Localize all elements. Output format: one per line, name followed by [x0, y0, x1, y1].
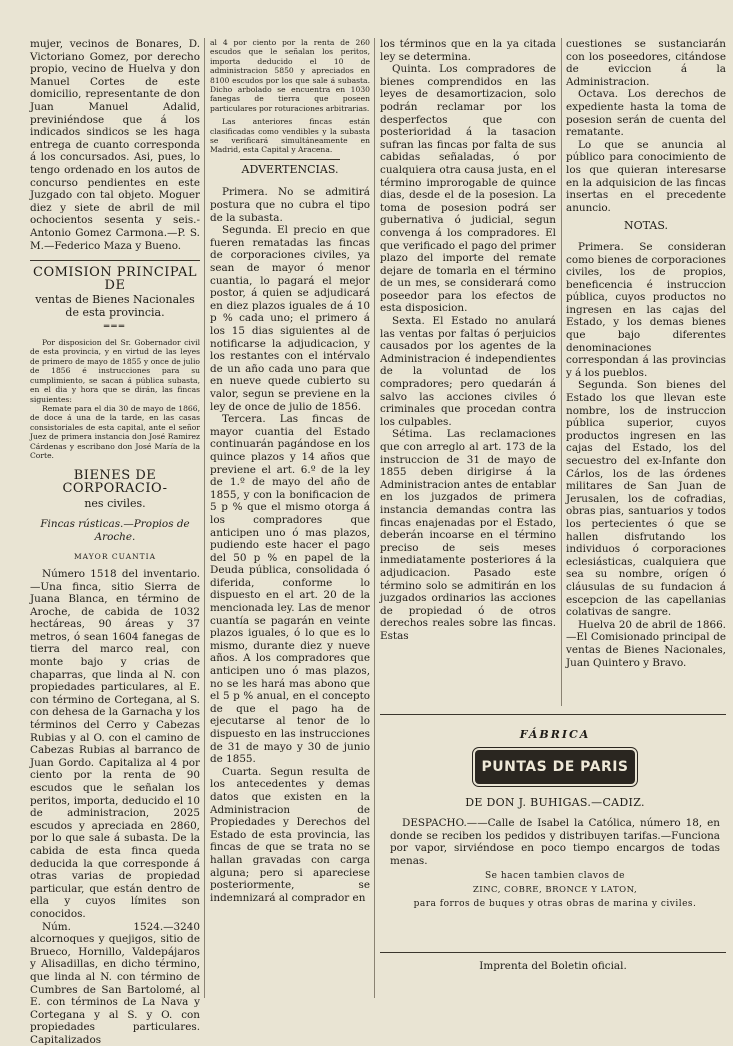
auction-intro: Por disposicion del Sr. Gobernador civil de esta provincia, y en virtud de las leyes de primero de mayo de 1855 y once de julio de 1856 é instrucciones para su cumplimiento, se sacan á pública subasta, en el dia y hora que se dirán, las fincas siguientes: — [30, 338, 200, 404]
ad-line-3: para forros de buques y otras obras de marina y civiles. — [413, 899, 697, 910]
court-notice-end: mujer, vecinos de Bonares, D. Victoriano Gomez, por derecho propio, vecino de Huelva y don Manuel Cortes de este domicilio, representante de don Juan Manuel Adalid, previniéndose que á los indicados sindicos se les haga entrega de cuanto corresponda á los concursados. Asi, pues, lo tengo ordenado en los autos de concurso pendientes en este Juzgado con tal objeto. Moguer diez y siete de abril de mil ochocientos sesenta y seis.-Antonio Gomez Carmona.—P. S. M.—Federico Maza y Bueno. — [30, 38, 200, 252]
lot-1524: Núm. 1524.—3240 alcornoques y quejigos, sitio de Brueco, Hornillo, Valdepájaros y Alisadillas, en dicho término, que linda al N. con término de Cumbres de San Bartolomé, al E. con términos de La Nava y Cortegana y al S. y O. con propiedades particulares. Capitalizados — [30, 920, 200, 1046]
ad-title: DE DON J. BUHIGAS.—CADIZ. — [465, 796, 645, 809]
advertencia-octava: Octava. Los derechos de expediente hasta la toma de posesion serán de cuenta del rematante. — [566, 88, 726, 139]
ad-top-rule — [380, 714, 726, 715]
nota-primera: Primera. Se consideran como bienes de corporaciones civiles, los de propios, beneficencia é instruccion pública, cuyos productos no ingresen en las cajas del Estado, y los demas bienes que bajo diferentes denominaciones correspondan á las provincias y á los pueblos. — [566, 240, 726, 379]
advertencia-primera: Primera. No se admitirá postura que no cubra el tipo de la subasta. — [210, 186, 370, 224]
announcement-closing: Lo que se anuncia al público para conocimiento de los que quieran interesarse en la adquisicion de las fincas insertas en el precedente anuncio. — [566, 138, 726, 214]
advertencia-quinta: Quinta. Los compradores de bienes comprendidos en las leyes de desamortizacion, solo podrán reclamar por los desperfectos que con posterioridad á la tasacion sufran las fincas por falta de sus cabidas señaladas, ó por cualquiera otra causa justa, en el término improrogable de quince dias, desde el de la posesion. La toma de posesion podrá ser gubernativa ó judicial, segun convenga á los compradores. El que verificado el pago del primer plazo del importe del remate dejare de tomarla en el término de un mes, se considerará como poseedor para los efectos de esta disposicion. — [380, 63, 556, 315]
advertencia-cuarta: Cuarta. Segun resulta de los antecedentes y demas datos que existen en la Administracion de Propiedades y Derechos del Estado de esta provincia, las fincas de que se trata no se hallan gravadas con carga alguna; pero si apareciese posteriormente, se indemnizará al comprador en — [210, 765, 370, 904]
advertencia-cuarta-end: los términos que en la ya citada ley se determina. — [380, 38, 556, 63]
signature-block: Huelva 20 de abril de 1866.—El Comisionado principal de ventas de Bienes Nacionales, Juan Quintero y Bravo. — [566, 618, 726, 669]
ad-line-1: Se hacen tambien clavos de — [484, 871, 626, 882]
ad-body: DESPACHO.——Calle de Isabel la Católica, número 18, en donde se reciben los pedidos y distribuyen tarifas.—Funciona por vapor, sirviéndose en poco tiempo encargos de todas menas. — [390, 817, 720, 867]
fabrica-label: FÁBRICA — [519, 728, 591, 741]
section-rule — [30, 260, 200, 261]
lot-1518: Número 1518 del inventario.—Una finca, sitio Sierra de Juana Blanca, en término de Aroche, de cabida de 1032 hectáreas, 90 áreas y 37 metros, ó sean 1604 fanegas de tierra del marco real, con monte bajo y crias de chaparras, que linda al N. con propiedades particulares, al E. con término de Cortegana, al S. con dehesa de la Garnacha y los términos del Cerro y Cabezas Rubias y al O. con el camino de Cabezas Rubias al barranco de Juan Gordo. Capitaliza al 4 por ciento por la renta de 90 escudos que le señalan los peritos, importa, deducido el 10 de administracion, 2025 escudos y apreciada en 2860, por lo que sale á subasta. De la cabida de esta finca queda deducida la que corresponde á otras varias de propiedad particular, que están dentro de ella y cuyos límites son conocidos. — [30, 567, 200, 920]
column-divider — [204, 38, 205, 998]
lot-1524-continued: al 4 por ciento por la renta de 260 escudos que le señalan los peritos, importa deducido el 10 de administracion 5850 y apreciados en 8100 escudos por los que sale á subasta. Dicho arbolado se encuentra en 1030 fanegas de tierra que poseen particulares por roturaciones arbitrarias. — [210, 38, 370, 113]
logo-plate — [475, 750, 635, 784]
advertencia-tercera: Tercera. Las fincas de mayor cuantia del Estado continuarán pagándose en los quince plazos y 14 años que previene el art. 6.º de la ley de 1.º de mayo del año de 1855, y con la bonificacion de 5 p % que el mismo otorga á los compradores que anticipen uno ó mas plazos, pudiendo este hacer el pago del 50 p % en papel de la Deuda pública, consolidada ó diferida, conforme lo dispuesto en el art. 20 de la mencionada ley. Las de menor cuantía se pagarán en veinte plazos iguales, ó lo que es lo mismo, durante diez y nueve años. A los compradores que anticipen uno ó mas plazos, no se les hará mas abono que el 5 p % anual, en el concepto de que el pago ha de ejecutarse al tenor de lo dispuesto en las instrucciones de 31 de mayo y 30 de junio de 1855. — [210, 413, 370, 766]
ornament-divider: ═══ — [103, 322, 127, 333]
classification-note: Las anteriores fincas están clasificadas como vendibles y la subasta se verificará simultáneamente en Madrid, esta Capital y Aracena. — [210, 117, 370, 155]
column-1 — [30, 38, 200, 1046]
nota-segunda: Segunda. Son bienes del Estado los que llevan este nombre, los de instruccion pública superior, cuyos productos ingresen en las cajas del Estado, los del secuestro del ex-Infante don Cárlos, los de las órdenes militares de San Juan de Jerusalen, los de cofradias, obras pias, santuarios y todos los pertecientes ó que se hallen disfrutando los individuos ó corporaciones eclesiásticas, cualquiera que sea su nombre, orígen ó cláusulas de su fundacion á escepcion de las capellanias colativas de sangre. — [566, 379, 726, 619]
commission-subheading: ventas de Bienes Nacionales de esta provincia. — [35, 293, 195, 319]
corporations-heading: BIENES DE CORPORACIO- — [62, 468, 168, 496]
commission-heading: COMISION PRINCIPAL DE — [33, 265, 197, 293]
rustic-estates-label: Fincas rústicas.—Propios de Aroche. — [40, 518, 190, 543]
puntas-de-paris-logo — [467, 728, 643, 790]
advertencia-septima: Sétima. Las reclamaciones que con arreglo al art. 173 de la instruccion de 31 de mayo de 1855 deben dirigirse á la Administracion antes de entablar en los juzgados de primera instancia demandas contra las fincas enajenadas por el Estado, deberán incoarse en el término preciso de seis meses inmediatamente posteriores á la adjudicacion. Pasado este término solo se admitirán en los juzgados ordinarios las acciones de propiedad ó de otros derechos reales sobre las fincas. Estas — [380, 428, 556, 642]
footer-rule — [380, 952, 726, 953]
advertencia-segunda: Segunda. El precio en que fueren rematadas las fincas de corporaciones civiles, ya sean de mayor ó menor cuantia, lo pagará el mejor postor, á quien se adjudicará en diez plazos iguales de á 10 p % cada uno; el primero á los 15 dias siguientes al de notificarse la adjudicacion, y los restantes con el intérvalo de un año cada uno para que en nueve quede cubierto su valor, segun se previene en la ley de once de julio de 1856. — [210, 224, 370, 413]
printer-footer: Imprenta del Boletin oficial. — [479, 960, 627, 972]
logo-plate-text: PUNTAS DE PARIS — [481, 759, 629, 775]
column-divider — [561, 38, 562, 706]
auction-date: Remate para el dia 30 de mayo de 1866, de doce á una de la tarde, en las casas consistoriales de esta capital, ante el señor Juez de primera instancia don José Ramirez Cárdenas y escribano don José María de la Corte. — [30, 403, 200, 460]
advertencia-septima-end: cuestiones se sustanciarán con los poseedores, citándose de eviccion á la Administracion. — [566, 38, 726, 88]
section-rule — [240, 159, 340, 160]
advertencia-sexta: Sexta. El Estado no anulará las ventas por faltas ó perjuicios causados por los agentes de la Administracion é independientes de la voluntad de los compradores; pero quedarán á salvo las acciones civiles ó criminales que procedan contra los culpables. — [380, 315, 556, 428]
column-divider — [374, 38, 375, 998]
column-3 — [380, 38, 556, 643]
advertisement — [390, 728, 720, 909]
mayor-cuantia-label: MAYOR CUANTIA — [73, 552, 157, 562]
column-4 — [566, 38, 726, 669]
notas-heading: NOTAS. — [624, 219, 668, 233]
column-2 — [210, 38, 370, 904]
ad-line-2: ZINC, COBRE, BRONCE Y LATON, — [472, 885, 638, 896]
corporations-subheading: nes civiles. — [84, 496, 146, 510]
advertencias-heading: ADVERTENCIAS. — [241, 162, 339, 176]
